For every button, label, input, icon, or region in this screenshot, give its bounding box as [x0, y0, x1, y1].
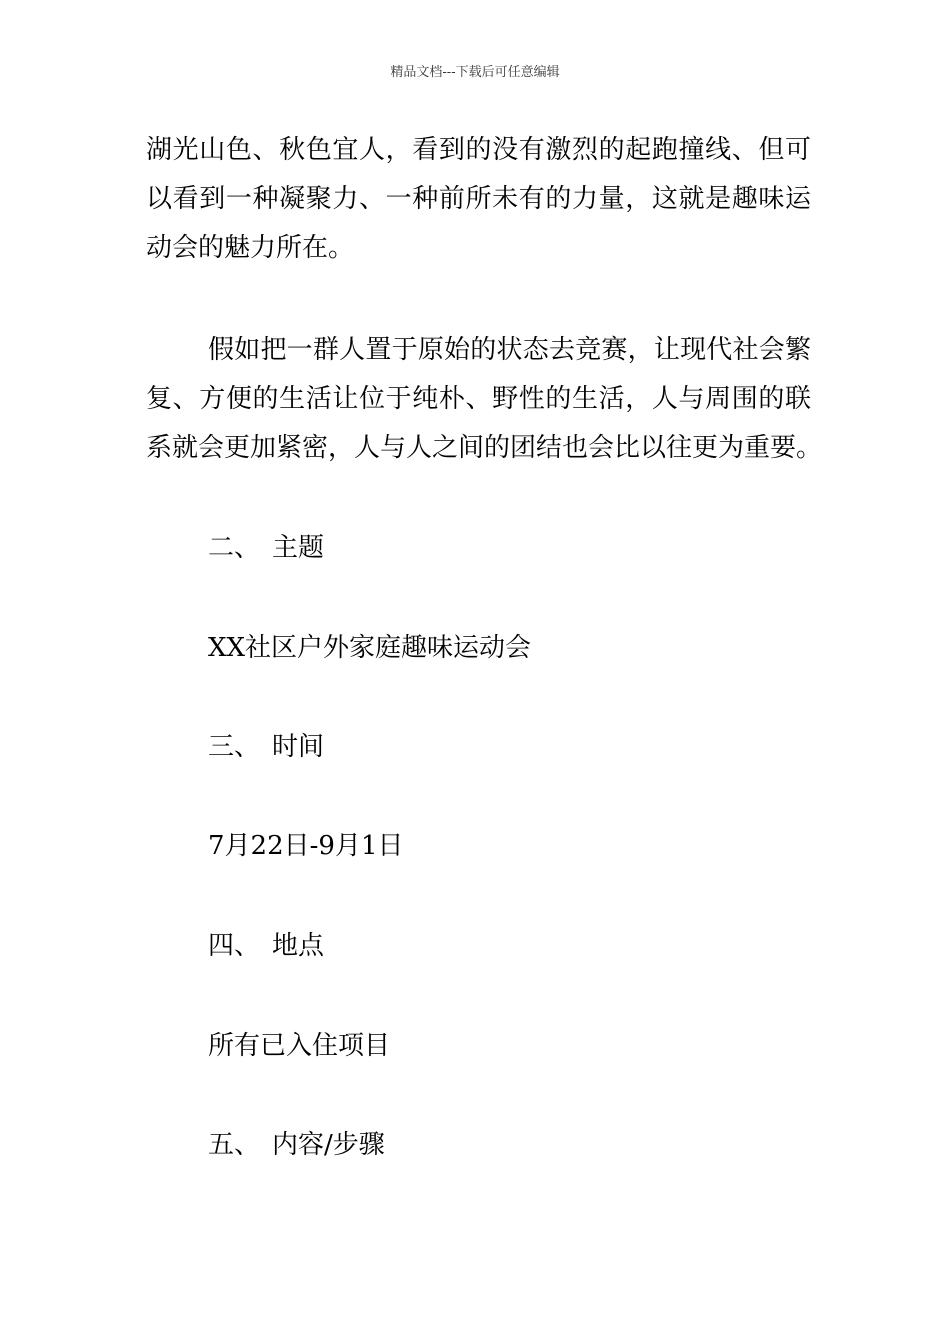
page-header: 精品文档---下载后可任意编辑 — [390, 65, 560, 80]
paragraph-line: 系就会更加紧密，人与人之间的团结也会比以往更为重要。 — [146, 433, 823, 463]
paragraph-line: 复、方便的生活让位于纯朴、野性的生活，人与周围的联 — [146, 384, 811, 414]
section-heading-theme — [208, 531, 324, 565]
section-number: 五、 — [208, 1130, 261, 1160]
section-title: 主题 — [272, 533, 325, 563]
section-heading-content — [208, 1128, 385, 1162]
paragraph-line: 动会的魅力所在。 — [146, 233, 355, 263]
section-heading-time — [208, 730, 324, 764]
section-content-time: 7月22日-9月1日 — [208, 831, 404, 861]
section-number: 三、 — [208, 732, 261, 762]
paragraph-line: 假如把一群人置于原始的状态去竞赛，让现代社会繁 — [208, 335, 811, 365]
section-number: 四、 — [208, 931, 261, 961]
paragraph-intro — [146, 126, 811, 273]
section-content-theme: XX社区户外家庭趣味运动会 — [208, 633, 532, 663]
section-title: 时间 — [272, 732, 325, 762]
section-heading-location — [208, 929, 324, 963]
section-content-location: 所有已入住项目 — [208, 1031, 391, 1061]
paragraph-line: 以看到一种凝聚力、一种前所未有的力量，这就是趣味运 — [146, 184, 811, 214]
section-title: 地点 — [272, 931, 325, 961]
section-title: 内容/步骤 — [272, 1130, 385, 1160]
paragraph-primitive — [146, 326, 823, 473]
section-number: 二、 — [208, 533, 261, 563]
paragraph-line: 湖光山色、秋色宜人，看到的没有激烈的起跑撞线、但可 — [146, 135, 811, 165]
